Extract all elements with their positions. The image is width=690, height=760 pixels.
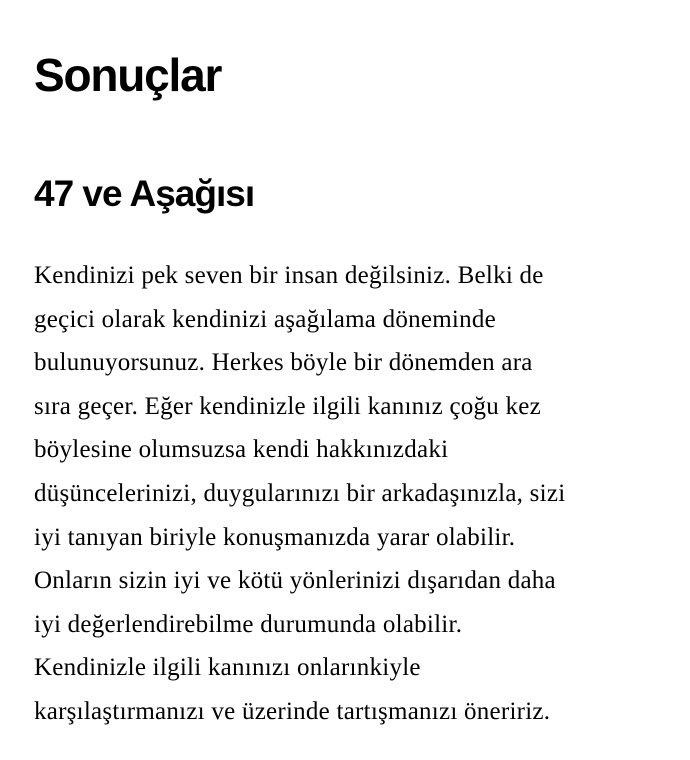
page-title: Sonuçlar <box>34 49 222 101</box>
body-line: karşılaştırmanızı ve üzerinde tartışmanızı öneririz. <box>34 697 551 725</box>
body-line: böylesine olumsuzsa kendi hakkınızdaki <box>34 436 449 464</box>
body-line: iyi tanıyan biriyle konuşmanızda yarar olabilir. <box>34 523 516 551</box>
body-line: iyi değerlendirebilme durumunda olabilir. <box>34 610 463 638</box>
result-description <box>34 254 664 734</box>
body-line: sıra geçer. Eğer kendinizle ilgili kanınız çoğu kez <box>34 392 542 420</box>
body-line: düşüncelerinizi, duygularınızı bir arkadaşınızla, sizi <box>34 479 566 507</box>
body-line: geçici olarak kendinizi aşağılama döneminde <box>34 305 496 333</box>
body-line: bulunuyorsunuz. Herkes böyle bir dönemden ara <box>34 349 533 377</box>
body-line: Kendinizi pek seven bir insan değilsiniz. Belki de <box>34 262 544 289</box>
section-heading: 47 ve Aşağısı <box>34 173 255 214</box>
body-line: Onların sizin iyi ve kötü yönlerinizi dışarıdan daha <box>34 567 556 595</box>
body-line: Kendinizle ilgili kanınızı onlarınkiyle <box>34 654 421 682</box>
